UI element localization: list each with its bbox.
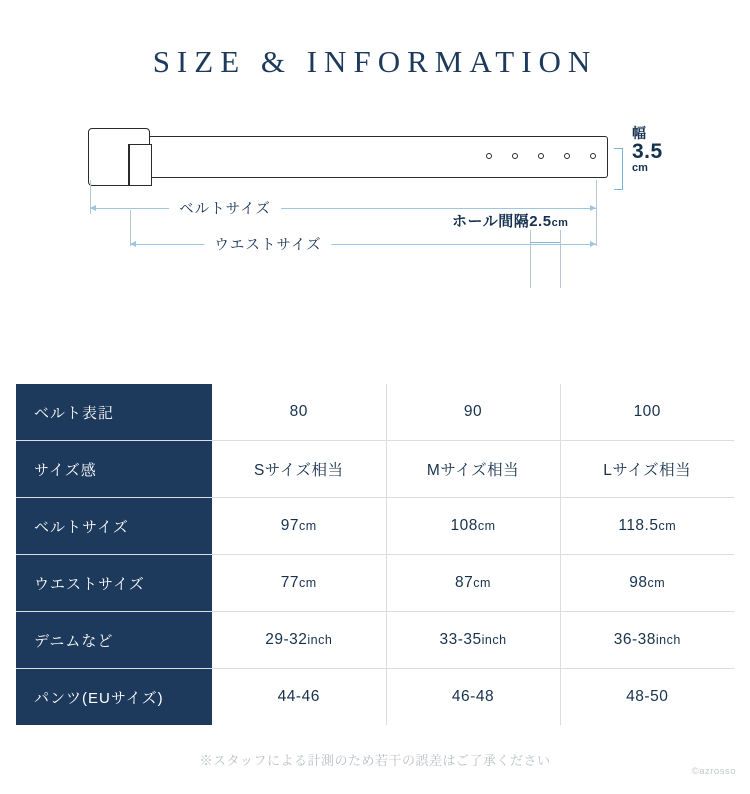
belt-width-label — [632, 126, 692, 174]
belt-width-title: 幅 — [632, 125, 646, 141]
cell-value: 98 — [629, 574, 648, 591]
belt-diagram — [0, 98, 750, 298]
cell-unit: cm — [473, 576, 491, 590]
table-row — [16, 612, 734, 669]
table-cell — [386, 441, 560, 498]
waist-size-arrow-left — [130, 241, 136, 247]
table-cell — [560, 384, 734, 441]
cell-value: 87 — [455, 574, 474, 591]
cell-value: 100 — [633, 403, 661, 420]
cell-unit: cm — [299, 576, 317, 590]
cell-value: 36-38 — [613, 631, 656, 648]
table-cell — [386, 612, 560, 669]
belt-size-line — [90, 208, 596, 209]
belt-illustration — [88, 136, 608, 178]
tick-arrow — [530, 242, 560, 243]
hole-spacing-text: ホール間隔 — [452, 213, 530, 230]
table-row — [16, 384, 734, 441]
waist-size-line — [130, 244, 596, 245]
disclaimer-note: ※スタッフによる計測のため若干の誤差はご了承ください — [199, 753, 551, 768]
cell-value: 48-50 — [626, 688, 669, 705]
table-cell — [386, 555, 560, 612]
row-header: デニムなど — [16, 612, 212, 669]
cell-unit: cm — [299, 519, 317, 533]
belt-holes — [486, 153, 596, 161]
belt-hole — [590, 153, 596, 159]
size-table-wrapper — [16, 384, 734, 725]
row-header: ベルト表記 — [16, 384, 212, 441]
row-header: サイズ感 — [16, 441, 212, 498]
table-cell — [560, 441, 734, 498]
cell-value: Lサイズ相当 — [603, 462, 692, 479]
belt-hole — [564, 153, 570, 159]
tick-mark — [530, 230, 531, 288]
belt-hole — [512, 153, 518, 159]
table-row — [16, 441, 734, 498]
cell-value: 33-35 — [439, 631, 482, 648]
cell-value: 44-46 — [277, 688, 320, 705]
cell-value: 97 — [280, 517, 300, 534]
size-table — [16, 384, 734, 725]
table-cell — [386, 498, 560, 555]
table-cell — [386, 384, 560, 441]
cell-unit: inch — [481, 633, 507, 647]
belt-hole — [486, 153, 492, 159]
cell-value: 118.5 — [618, 517, 659, 534]
belt-width-value: 3.5 — [632, 139, 663, 163]
cell-unit: cm — [658, 519, 677, 533]
row-header: ベルトサイズ — [16, 498, 212, 555]
table-cell — [212, 384, 386, 441]
row-header: ウエストサイズ — [16, 555, 212, 612]
hole-spacing-label — [452, 210, 568, 231]
cell-unit: cm — [477, 519, 496, 533]
cell-value: 108 — [450, 517, 478, 534]
table-cell — [212, 612, 386, 669]
cell-unit: cm — [647, 576, 666, 590]
belt-size-arrow-left — [90, 205, 96, 211]
waist-size-arrow-right — [590, 241, 596, 247]
belt-size-label: ベルトサイズ — [169, 198, 281, 219]
table-row — [16, 498, 734, 555]
table-cell — [212, 669, 386, 726]
waist-size-guide-right — [596, 210, 597, 246]
cell-value: Mサイズ相当 — [426, 462, 520, 479]
table-cell — [212, 555, 386, 612]
cell-value: 90 — [463, 403, 483, 420]
cell-value: 80 — [289, 403, 308, 420]
belt-hole — [538, 153, 544, 159]
hole-spacing-value: 2.5 — [529, 213, 552, 230]
hole-spacing-unit: cm — [551, 217, 569, 229]
cell-unit: inch — [307, 633, 333, 647]
belt-buckle-keeper — [130, 144, 152, 186]
table-row — [16, 555, 734, 612]
cell-value: 77 — [280, 574, 300, 591]
belt-width-unit: cm — [632, 161, 648, 174]
belt-width-bracket — [614, 148, 623, 190]
cell-unit: inch — [655, 633, 681, 647]
table-cell — [560, 669, 734, 726]
table-cell — [212, 498, 386, 555]
table-cell — [212, 441, 386, 498]
row-header: パンツ(EUサイズ) — [16, 669, 212, 726]
hole-spacing-ticks — [486, 230, 610, 296]
belt-size-guide-right — [596, 180, 597, 214]
brand-credit: ©azrosso — [691, 766, 736, 777]
cell-value: 46-48 — [451, 688, 495, 705]
table-cell — [386, 669, 560, 726]
tick-mark — [560, 230, 561, 288]
table-cell — [560, 498, 734, 555]
table-cell — [560, 612, 734, 669]
table-cell — [560, 555, 734, 612]
table-row — [16, 669, 734, 726]
cell-value: 29-32 — [265, 631, 308, 648]
cell-value: Sサイズ相当 — [253, 462, 344, 479]
waist-size-label: ウエストサイズ — [204, 234, 331, 255]
page-title: SIZE & INFORMATION — [152, 44, 598, 79]
